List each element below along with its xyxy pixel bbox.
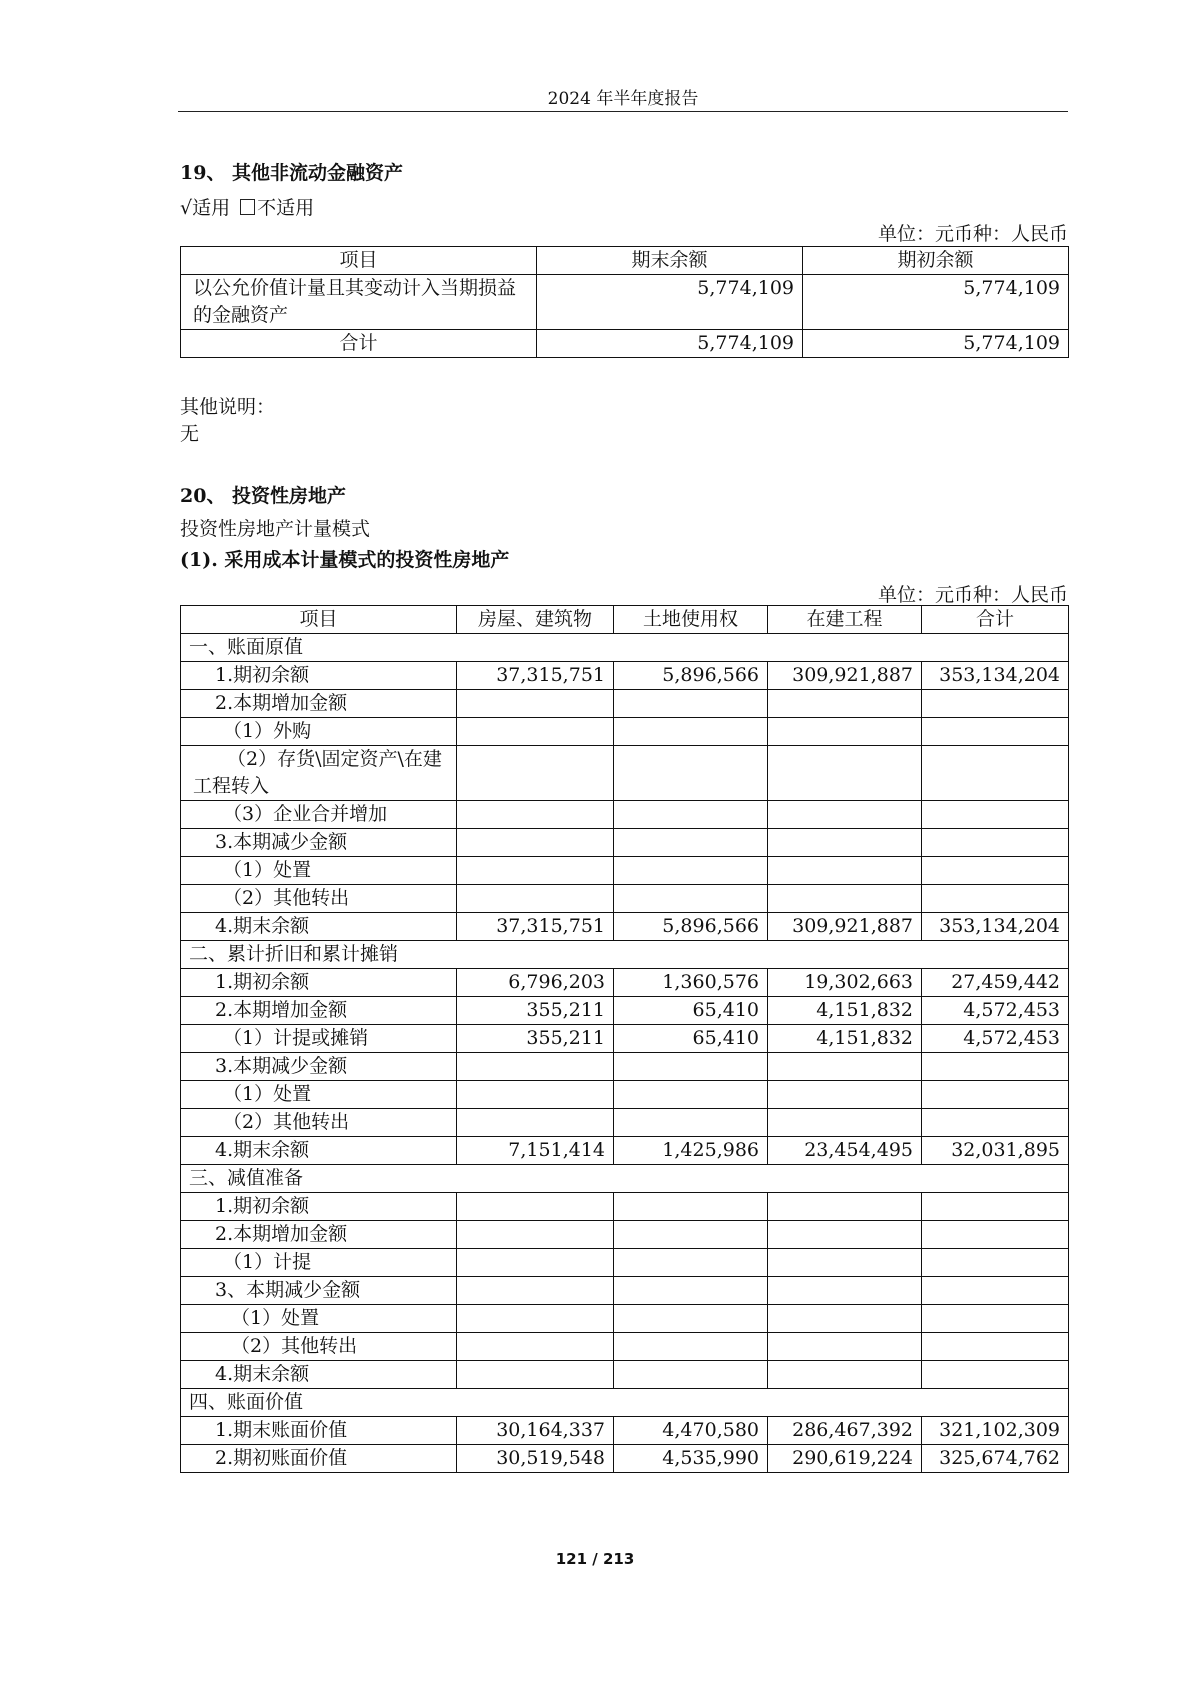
value-cell: 325,674,762: [922, 1445, 1069, 1473]
value-cell: [457, 1193, 614, 1221]
value-cell: [768, 829, 922, 857]
header-cell: 土地使用权: [614, 606, 768, 634]
value-cell: [614, 1053, 768, 1081]
value-cell: [614, 690, 768, 718]
value-cell: [922, 1053, 1069, 1081]
item-cell: （1）计提: [181, 1249, 457, 1277]
value-cell: [457, 1305, 614, 1333]
item-cell: 3.本期减少金额: [181, 829, 457, 857]
value-cell: [922, 1333, 1069, 1361]
value-cell: 4,151,832: [768, 997, 922, 1025]
value-cell: 309,921,887: [768, 662, 922, 690]
value-cell: 37,315,751: [457, 913, 614, 941]
value-cell: 4,572,453: [922, 997, 1069, 1025]
value-cell: 23,454,495: [768, 1137, 922, 1165]
value-cell: [614, 1333, 768, 1361]
item-cell: 2.本期增加金额: [181, 997, 457, 1025]
group-header-cell: 四、账面价值: [181, 1389, 1069, 1417]
value-cell: 5,774,109: [537, 330, 803, 358]
table-row: [181, 1025, 1069, 1053]
value-cell: 5,896,566: [614, 662, 768, 690]
group-header-cell: 一、账面原值: [181, 634, 1069, 662]
item-cell: （1）处置: [181, 1305, 457, 1333]
table-row: [181, 1445, 1069, 1473]
item-cell: （1）处置: [181, 1081, 457, 1109]
header-cell: 在建工程: [768, 606, 922, 634]
group-header-cell: 三、减值准备: [181, 1165, 1069, 1193]
item-cell: 3.本期减少金额: [181, 1053, 457, 1081]
header-divider: [178, 111, 1068, 112]
value-cell: 5,774,109: [803, 275, 1069, 330]
value-cell: [614, 1221, 768, 1249]
section-20-title: 20、 投资性房地产: [180, 485, 347, 507]
table-row: [181, 1053, 1069, 1081]
value-cell: 65,410: [614, 1025, 768, 1053]
unit-label-19: 单位：元币种：人民币: [877, 223, 1068, 245]
item-cell: 4.期末余额: [181, 913, 457, 941]
value-cell: [768, 801, 922, 829]
table-row: [181, 662, 1069, 690]
table-row: [181, 1277, 1069, 1305]
value-cell: 355,211: [457, 1025, 614, 1053]
item-cell: 2.期初账面价值: [181, 1445, 457, 1473]
item-cell: 1.期末账面价值: [181, 1417, 457, 1445]
value-cell: [922, 1361, 1069, 1389]
investment-property-table: [180, 605, 1069, 1473]
table-row: [181, 801, 1069, 829]
page-number: 121 / 213: [555, 1550, 635, 1568]
item-cell: （1）计提或摊销: [181, 1025, 457, 1053]
value-cell: [768, 1277, 922, 1305]
table-row: [181, 1193, 1069, 1221]
value-cell: [768, 1109, 922, 1137]
value-cell: [457, 1109, 614, 1137]
table-row: [181, 885, 1069, 913]
header-cell: 项目: [181, 606, 457, 634]
value-cell: [768, 1249, 922, 1277]
value-cell: 1,360,576: [614, 969, 768, 997]
table-row: [181, 997, 1069, 1025]
value-cell: [922, 1109, 1069, 1137]
table-row: [181, 690, 1069, 718]
table-row: [181, 718, 1069, 746]
value-cell: [922, 746, 1069, 801]
item-cell: （1）处置: [181, 857, 457, 885]
value-cell: [768, 1361, 922, 1389]
table-row: [181, 857, 1069, 885]
table-row: [181, 275, 1069, 330]
value-cell: 353,134,204: [922, 662, 1069, 690]
item-cell: （2）其他转出: [181, 1333, 457, 1361]
item-cell: （2）存货\固定资产\在建工程转入: [181, 746, 457, 801]
table-row: [181, 1109, 1069, 1137]
value-cell: [457, 1221, 614, 1249]
table-row: [181, 1137, 1069, 1165]
value-cell: [614, 1305, 768, 1333]
table-row: [181, 1305, 1069, 1333]
value-cell: 355,211: [457, 997, 614, 1025]
table-row: [181, 1361, 1069, 1389]
table-row: [181, 829, 1069, 857]
subsection-1-title: (1). 采用成本计量模式的投资性房地产: [180, 549, 510, 571]
item-cell: 3、本期减少金额: [181, 1277, 457, 1305]
value-cell: [768, 857, 922, 885]
value-cell: [614, 1109, 768, 1137]
value-cell: [614, 857, 768, 885]
header-cell: 房屋、建筑物: [457, 606, 614, 634]
item-cell: 以公允价值计量且其变动计入当期损益的金融资产: [181, 275, 537, 330]
value-cell: 353,134,204: [922, 913, 1069, 941]
value-cell: 321,102,309: [922, 1417, 1069, 1445]
item-cell: （2）其他转出: [181, 1109, 457, 1137]
value-cell: 309,921,887: [768, 913, 922, 941]
table-header-row: [181, 247, 1069, 275]
other-financial-assets-table: [180, 246, 1069, 358]
value-cell: 4,572,453: [922, 1025, 1069, 1053]
value-cell: [768, 885, 922, 913]
value-cell: [457, 746, 614, 801]
item-cell: 2.本期增加金额: [181, 1221, 457, 1249]
value-cell: [768, 1305, 922, 1333]
applicability-line: [180, 193, 314, 220]
header-cell: 项目: [181, 247, 537, 275]
table-row: [181, 1081, 1069, 1109]
value-cell: 290,619,224: [768, 1445, 922, 1473]
value-cell: [457, 857, 614, 885]
value-cell: [457, 1361, 614, 1389]
value-cell: 65,410: [614, 997, 768, 1025]
table-row: [181, 634, 1069, 662]
item-cell: （2）其他转出: [181, 885, 457, 913]
unit-label-20: 单位：元币种：人民币: [877, 584, 1068, 606]
not-applicable-option: 不适用: [257, 197, 315, 219]
table-row: [181, 1221, 1069, 1249]
value-cell: [922, 690, 1069, 718]
value-cell: [614, 801, 768, 829]
value-cell: 5,774,109: [537, 275, 803, 330]
value-cell: [922, 1249, 1069, 1277]
table-row: [181, 969, 1069, 997]
other-notes-label: 其他说明：: [180, 396, 276, 418]
value-cell: 37,315,751: [457, 662, 614, 690]
value-cell: [768, 746, 922, 801]
table-row-total: [181, 330, 1069, 358]
group-header-cell: 二、累计折旧和累计摊销: [181, 941, 1069, 969]
value-cell: 4,535,990: [614, 1445, 768, 1473]
value-cell: [614, 829, 768, 857]
value-cell: [457, 1053, 614, 1081]
value-cell: [768, 1221, 922, 1249]
value-cell: [768, 1081, 922, 1109]
section-20-subtitle: 投资性房地产计量模式: [180, 518, 371, 540]
value-cell: 1,425,986: [614, 1137, 768, 1165]
value-cell: [768, 718, 922, 746]
value-cell: [614, 1249, 768, 1277]
header-cell: 合计: [922, 606, 1069, 634]
value-cell: [922, 1081, 1069, 1109]
table-header-row: [181, 606, 1069, 634]
header-cell: 期末余额: [537, 247, 803, 275]
section-19-title: 19、 其他非流动金融资产: [180, 162, 404, 184]
item-cell: 4.期末余额: [181, 1361, 457, 1389]
item-cell: （1）外购: [181, 718, 457, 746]
item-cell: 4.期末余额: [181, 1137, 457, 1165]
value-cell: [614, 885, 768, 913]
item-cell: 2.本期增加金额: [181, 690, 457, 718]
item-cell: （3）企业合并增加: [181, 801, 457, 829]
value-cell: [457, 885, 614, 913]
table-row: [181, 913, 1069, 941]
value-cell: [768, 690, 922, 718]
value-cell: [922, 857, 1069, 885]
value-cell: 30,164,337: [457, 1417, 614, 1445]
value-cell: 27,459,442: [922, 969, 1069, 997]
value-cell: [768, 1193, 922, 1221]
value-cell: [457, 801, 614, 829]
value-cell: [457, 718, 614, 746]
value-cell: [922, 885, 1069, 913]
value-cell: [614, 1277, 768, 1305]
item-cell: 合计: [181, 330, 537, 358]
value-cell: [768, 1333, 922, 1361]
value-cell: [457, 1249, 614, 1277]
value-cell: [614, 1081, 768, 1109]
value-cell: [922, 718, 1069, 746]
value-cell: [614, 718, 768, 746]
table-row: [181, 746, 1069, 801]
value-cell: 6,796,203: [457, 969, 614, 997]
other-notes-value: 无: [180, 423, 200, 445]
value-cell: 5,774,109: [803, 330, 1069, 358]
value-cell: [922, 801, 1069, 829]
header-cell: 期初余额: [803, 247, 1069, 275]
applicable-option: √适用: [180, 197, 231, 219]
value-cell: 7,151,414: [457, 1137, 614, 1165]
page-header: 2024 年半年度报告: [547, 89, 699, 109]
value-cell: 5,896,566: [614, 913, 768, 941]
value-cell: 4,470,580: [614, 1417, 768, 1445]
table-row: [181, 1417, 1069, 1445]
value-cell: [457, 1333, 614, 1361]
value-cell: 286,467,392: [768, 1417, 922, 1445]
value-cell: [922, 1193, 1069, 1221]
value-cell: [457, 829, 614, 857]
table-row: [181, 1389, 1069, 1417]
table-row: [181, 1333, 1069, 1361]
value-cell: [922, 1277, 1069, 1305]
item-cell: 1.期初余额: [181, 969, 457, 997]
value-cell: [614, 746, 768, 801]
value-cell: [614, 1361, 768, 1389]
value-cell: [457, 1081, 614, 1109]
value-cell: [922, 1221, 1069, 1249]
value-cell: [614, 1193, 768, 1221]
value-cell: [457, 1277, 614, 1305]
table-row: [181, 941, 1069, 969]
item-cell: 1.期初余额: [181, 662, 457, 690]
value-cell: 30,519,548: [457, 1445, 614, 1473]
checkbox-icon: [240, 199, 255, 215]
value-cell: [457, 690, 614, 718]
table-row: [181, 1249, 1069, 1277]
item-cell: 1.期初余额: [181, 1193, 457, 1221]
value-cell: [768, 1053, 922, 1081]
value-cell: 19,302,663: [768, 969, 922, 997]
value-cell: 4,151,832: [768, 1025, 922, 1053]
table-row: [181, 1165, 1069, 1193]
value-cell: [922, 1305, 1069, 1333]
value-cell: [922, 829, 1069, 857]
value-cell: 32,031,895: [922, 1137, 1069, 1165]
